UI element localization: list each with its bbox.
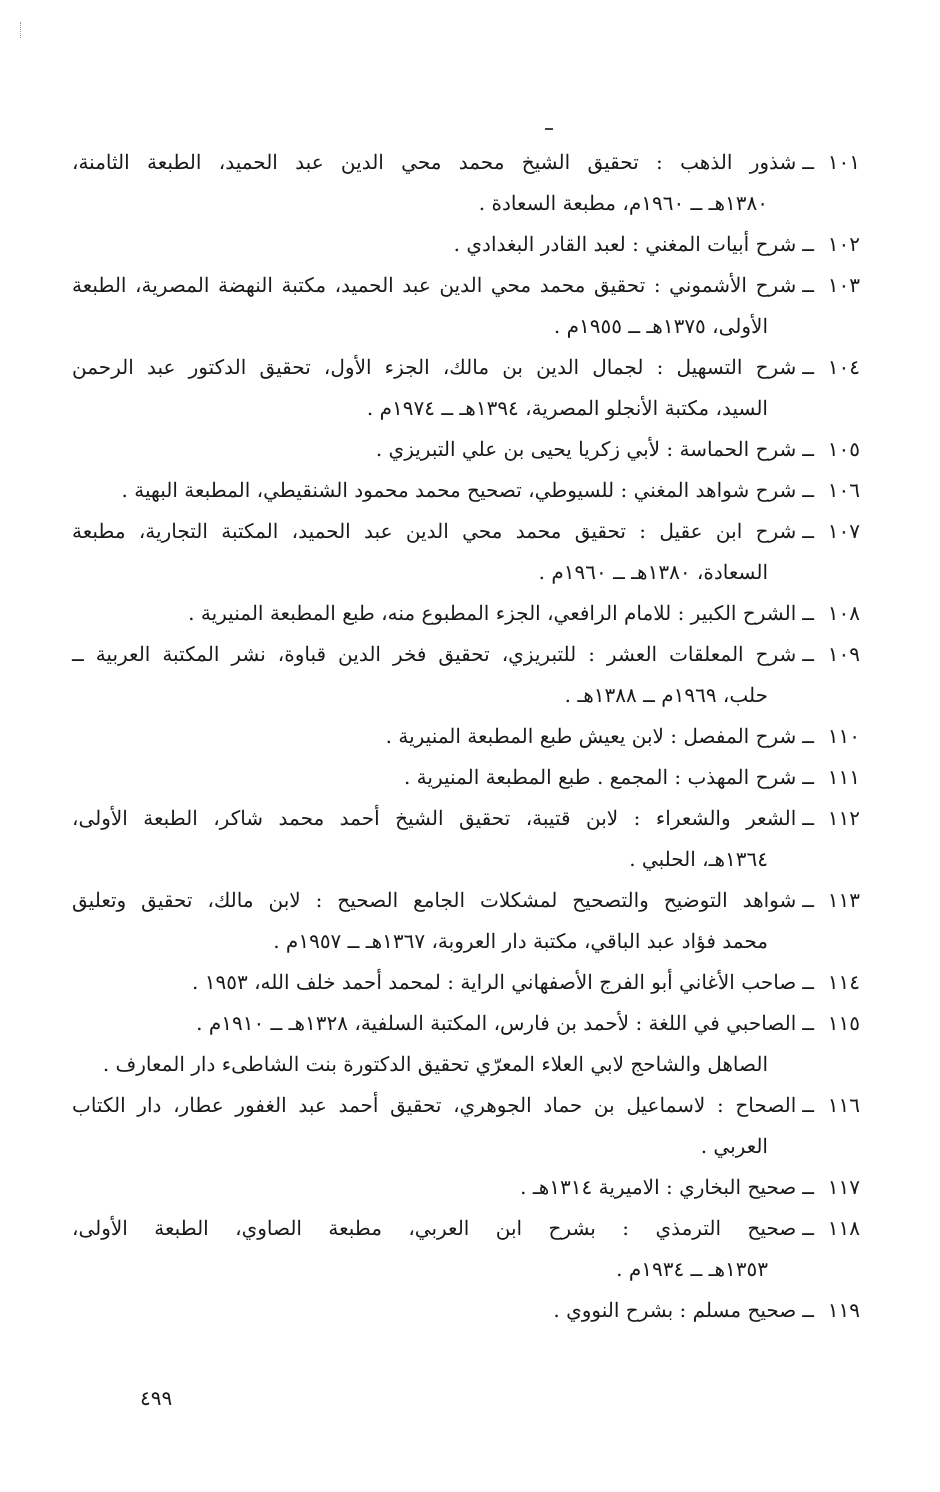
entry-number: ١٠١: [827, 150, 860, 174]
entry-number: ١١٥: [827, 1011, 860, 1035]
entry-text: شرح المفصل : لابن يعيش طبع المطبعة المنيرية .: [385, 724, 797, 748]
entry-text: السيد، مكتبة الأنجلو المصرية، ١٣٩٤هـ ــ ١٩٧٤م .: [366, 396, 768, 420]
entry-dash: ــ: [802, 642, 814, 666]
entry-number: ١١١: [827, 765, 860, 789]
entry-text: العربي .: [700, 1134, 768, 1158]
entry-first-line: [72, 634, 860, 675]
entry-text: محمد فؤاد عبد الباقي، مكتبة دار العروبة، ١٣٦٧هـ ــ ١٩٥٧م .: [273, 929, 768, 953]
entry-continuation-line: [72, 1044, 860, 1085]
entry-continuation-line: [72, 388, 860, 429]
entry-text: شرح شواهد المغني : للسيوطي، تصحيح محمد محمود الشنقيطي، المطبعة البهية .: [121, 478, 797, 502]
entry-first-line: [72, 265, 860, 306]
entry-number: ١٠٦: [827, 478, 860, 502]
entry-first-line: [72, 962, 860, 1003]
entry-dash: ــ: [802, 273, 814, 297]
bibliography-entry: [72, 1167, 860, 1208]
entry-dash: ــ: [802, 724, 814, 748]
entry-number: ١٠٢: [827, 232, 860, 256]
bibliography-entry: [72, 265, 860, 347]
entry-number: ١٠٣: [827, 273, 860, 297]
entry-text: شذور الذهب : تحقيق الشيخ محمد محي الدين عبد الحميد، الطبعة الثامنة،: [72, 150, 797, 174]
entry-text: الأولى، ١٣٧٥هـ ــ ١٩٥٥م .: [553, 314, 768, 338]
entry-dash: ــ: [802, 970, 814, 994]
margin-mark: [20, 22, 22, 38]
entry-text: شرح التسهيل : لجمال الدين بن مالك، الجزء الأول، تحقيق الدكتور عبد الرحمن: [72, 355, 797, 379]
entry-dash: ــ: [802, 1011, 814, 1035]
entry-text: صحيح البخاري : الاميرية ١٣١٤هـ .: [520, 1175, 797, 1199]
entry-dash: ــ: [802, 355, 814, 379]
bibliography-entry: [72, 470, 860, 511]
entry-number: ١١٨: [827, 1216, 860, 1240]
entry-text: الصحاح : لاسماعيل بن حماد الجوهري، تحقيق أحمد عبد الغفور عطار، دار الكتاب: [72, 1093, 797, 1117]
entry-dash: ــ: [802, 1175, 814, 1199]
entry-number: ١٠٩: [827, 642, 860, 666]
bibliography-entry: [72, 716, 860, 757]
entry-first-line: [72, 1003, 860, 1044]
entry-continuation-line: [72, 552, 860, 593]
entry-text: ١٣٦٤هـ، الحلبي .: [629, 847, 768, 871]
bibliography-entry: [72, 798, 860, 880]
entry-text: شرح الحماسة : لأبي زكريا يحيى بن علي التبريزي .: [375, 437, 797, 461]
bibliography-entry: [72, 880, 860, 962]
entry-text: الصاهل والشاحج لابي العلاء المعرّي تحقيق الدكتورة بنت الشاطىء دار المعارف .: [102, 1052, 768, 1076]
entry-text: شرح ابن عقيل : تحقيق محمد محي الدين عبد الحميد، المكتبة التجارية، مطبعة: [72, 519, 797, 543]
entry-text: صاحب الأغاني أبو الفرج الأصفهاني الراية : لمحمد أحمد خلف الله، ١٩٥٣ .: [192, 970, 797, 994]
entry-dash: ــ: [802, 1298, 814, 1322]
entry-first-line: [72, 593, 860, 634]
bibliography-entry: [72, 1003, 860, 1085]
entry-continuation-line: [72, 183, 860, 224]
entry-number: ١١٧: [827, 1175, 860, 1199]
bibliography-entry: [72, 1208, 860, 1290]
entry-dash: ــ: [802, 1093, 814, 1117]
entry-dash: ــ: [802, 150, 814, 174]
entry-first-line: [72, 716, 860, 757]
entry-first-line: [72, 470, 860, 511]
entry-text: شرح الأشموني : تحقيق محمد محي الدين عبد الحميد، مكتبة النهضة المصرية، الطبعة: [72, 273, 797, 297]
entry-first-line: [72, 1085, 860, 1126]
entry-text: صحيح الترمذي : بشرح ابن العربي، مطبعة الصاوي، الطبعة الأولى،: [72, 1216, 797, 1240]
entry-dash: ــ: [802, 478, 814, 502]
entry-dash: ــ: [802, 601, 814, 625]
entry-dash: ــ: [802, 1216, 814, 1240]
entry-number: ١١٣: [827, 888, 860, 912]
entry-text: شرح المعلقات العشر : للتبريزي، تحقيق فخر الدين قباوة، نشر المكتبة العربية ــ: [72, 642, 797, 666]
entry-text: الشرح الكبير : للامام الرافعي، الجزء المطبوع منه، طبع المطبعة المنيرية .: [188, 601, 797, 625]
entry-dash: ــ: [802, 806, 814, 830]
entry-dash: ــ: [802, 232, 814, 256]
bibliography-entry: [72, 347, 860, 429]
entry-first-line: [72, 1290, 860, 1331]
entry-dash: ــ: [802, 437, 814, 461]
entry-text: شرح المهذب : المجمع . طبع المطبعة المنيرية .: [403, 765, 797, 789]
entry-dash: ــ: [802, 519, 814, 543]
bibliography-entry: [72, 1085, 860, 1167]
bibliography-entry: [72, 429, 860, 470]
entry-text: ١٣٥٣هـ ــ ١٩٣٤م .: [616, 1257, 768, 1281]
entry-first-line: [72, 880, 860, 921]
entry-text: ١٣٨٠هـ ــ ١٩٦٠م، مطبعة السعادة .: [478, 191, 768, 215]
entry-number: ١١٦: [827, 1093, 860, 1117]
entry-number: ١٠٧: [827, 519, 860, 543]
entry-first-line: [72, 142, 860, 183]
bibliography-entry: [72, 511, 860, 593]
entry-text: الصاحبي في اللغة : لأحمد بن فارس، المكتبة السلفية، ١٣٢٨هـ ــ ١٩١٠م .: [196, 1011, 797, 1035]
entry-continuation-line: [72, 921, 860, 962]
entry-text: شرح أبيات المغني : لعبد القادر البغدادي .: [453, 232, 797, 256]
entry-text: الشعر والشعراء : لابن قتيبة، تحقيق الشيخ أحمد محمد شاكر، الطبعة الأولى،: [72, 806, 797, 830]
entry-text: حلب، ١٩٦٩م ــ ١٣٨٨هـ .: [564, 683, 768, 707]
entry-first-line: [72, 798, 860, 839]
entry-first-line: [72, 429, 860, 470]
bibliography-list: [72, 142, 860, 1331]
entry-text: شواهد التوضيح والتصحيح لمشكلات الجامع الصحيح : لابن مالك، تحقيق وتعليق: [72, 888, 797, 912]
bibliography-entry: [72, 224, 860, 265]
entry-first-line: [72, 757, 860, 798]
bibliography-entry: [72, 962, 860, 1003]
entry-number: ١١٤: [827, 970, 860, 994]
bibliography-entry: [72, 593, 860, 634]
entry-continuation-line: [72, 839, 860, 880]
entry-first-line: [72, 1167, 860, 1208]
entry-text: صحيح مسلم : بشرح النووي .: [553, 1298, 797, 1322]
entry-first-line: [72, 224, 860, 265]
top-mark: [545, 128, 553, 130]
entry-number: ١٠٤: [827, 355, 860, 379]
entry-continuation-line: [72, 1126, 860, 1167]
entry-continuation-line: [72, 306, 860, 347]
entry-first-line: [72, 511, 860, 552]
page-number: ٤٩٩: [140, 1386, 173, 1410]
entry-number: ١٠٨: [827, 601, 860, 625]
entry-continuation-line: [72, 675, 860, 716]
entry-continuation-line: [72, 1249, 860, 1290]
bibliography-entry: [72, 757, 860, 798]
entry-dash: ــ: [802, 765, 814, 789]
entry-dash: ــ: [802, 888, 814, 912]
entry-number: ١٠٥: [827, 437, 860, 461]
entry-number: ١١٩: [827, 1298, 860, 1322]
bibliography-entry: [72, 634, 860, 716]
bibliography-entry: [72, 1290, 860, 1331]
entry-first-line: [72, 1208, 860, 1249]
entry-text: السعادة، ١٣٨٠هـ ــ ١٩٦٠م .: [538, 560, 768, 584]
entry-first-line: [72, 347, 860, 388]
bibliography-entry: [72, 142, 860, 224]
entry-number: ١١٠: [827, 724, 860, 748]
entry-number: ١١٢: [827, 806, 860, 830]
